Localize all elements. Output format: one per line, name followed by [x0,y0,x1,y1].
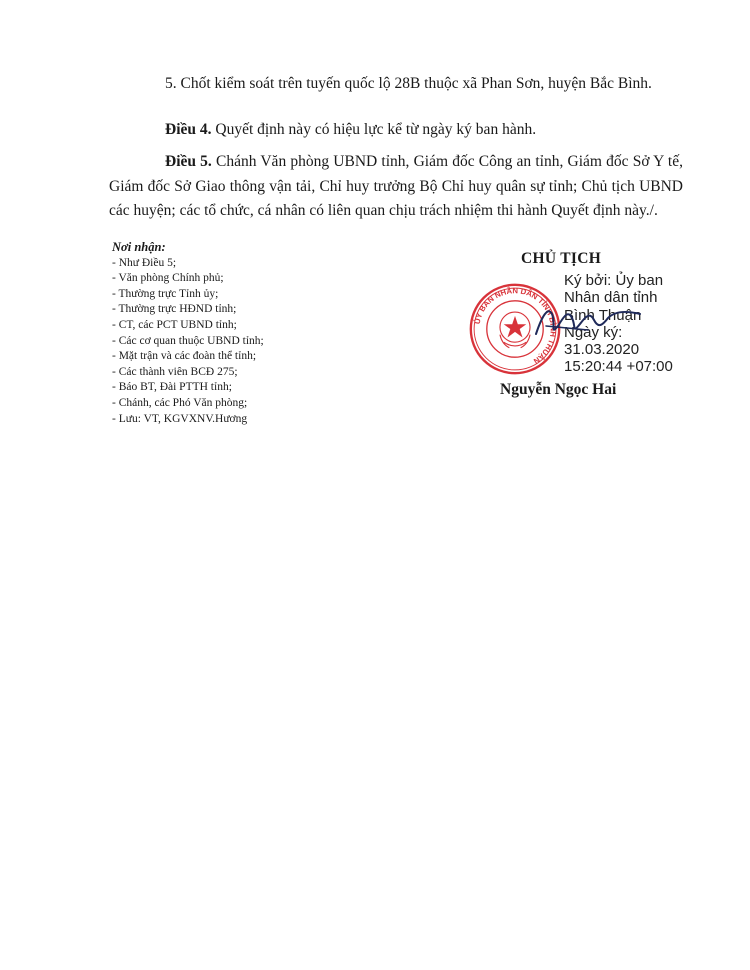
recipient-item: - Báo BT, Đài PTTH tỉnh; [112,381,232,394]
article-5-label: Điều 5. [165,153,212,170]
article-4-paragraph [109,118,683,143]
recipient-item: - Như Điều 5; [112,256,177,269]
signed-by-line: Nhân dân tỉnh [564,289,658,307]
signer-name: Nguyễn Ngọc Hai [500,381,617,398]
item-5-text: 5. Chốt kiểm soát trên tuyến quốc lộ 28B thuộc xã Phan Sơn, huyện Bắc Bình. [165,75,652,92]
recipient-item: - Các cơ quan thuộc UBND tỉnh; [112,334,264,347]
signed-date-label: Ngày ký: [564,323,623,341]
article-5-text: Chánh Văn phòng UBND tỉnh, Giám đốc Công an tỉnh, Giám đốc Sở Y tế, Giám đốc Sở Giao thông vận tải, Chỉ huy trưởng Bộ Chỉ huy quân sự tỉnh; Chủ tịch UBND các huyện; các tổ chức, cá nhân có liên quan chịu trách nhiệm thi hành Quyết định này./. [109,153,683,219]
article-4-label: Điều 4. [165,121,212,138]
recipient-item: - Thường trực HĐND tỉnh; [112,303,237,316]
recipient-item: - CT, các PCT UBND tỉnh; [112,318,237,331]
recipient-item: - Văn phòng Chính phủ; [112,272,224,285]
article-5-paragraph [109,150,683,224]
signed-by-line: Bình Thuận [564,306,642,324]
recipients-heading: Nơi nhận: [112,240,166,254]
svg-text:ỦY BAN NHÂN DÂN TỈNH BÌNH THUẬ: ỦY BAN NHÂN DÂN TỈNH BÌNH THUẬN [472,286,558,366]
recipient-item: - Mặt trận và các đoàn thể tỉnh; [112,350,257,363]
signer-title: CHỦ TỊCH [521,250,602,267]
recipient-item: - Lưu: VT, KGVXNV.Hương [112,412,248,425]
recipients-block [112,240,412,427]
signed-time: 15:20:44 +07:00 [564,358,673,376]
recipient-item: - Chánh, các Phó Văn phòng; [112,396,248,409]
article-4-text: Quyết định này có hiệu lực kể từ ngày ký ban hành. [211,121,537,138]
recipient-item: - Các thành viên BCĐ 275; [112,365,238,378]
recipient-item: - Thường trực Tỉnh ủy; [112,287,219,300]
signed-date: 31.03.2020 [564,341,640,359]
handwritten-signature [528,296,648,346]
signed-by-line: Ký bởi: Ủy ban [564,272,664,289]
recipients-list [112,256,412,428]
item-5-paragraph [109,72,683,97]
